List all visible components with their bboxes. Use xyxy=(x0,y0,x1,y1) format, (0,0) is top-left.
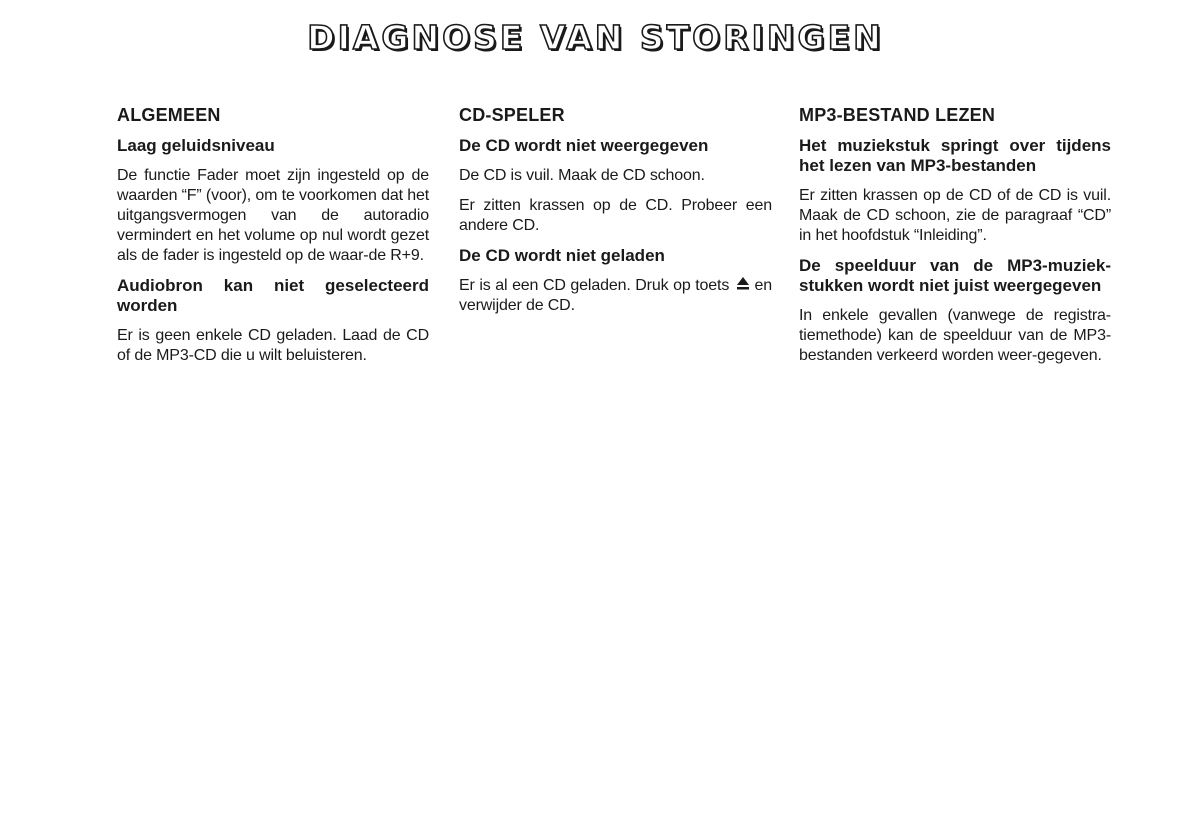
paragraph-eject-text-before: Er is al een CD geladen. Druk op toets xyxy=(459,277,730,294)
eject-icon xyxy=(736,276,750,290)
paragraph-fader: De functie Fader moet zijn ingesteld op de waarden “F” (voor), om te voorkomen dat het uitgangsvermogen van de autoradio vermindert en het volume op nul wordt gezet als de fader is ingesteld op de waar-de R+9. xyxy=(117,167,429,264)
subheading-speelduur: De speelduur van de MP3-muziek-stukken wordt niet juist weergegeven xyxy=(799,256,1111,295)
column-mp3 xyxy=(799,104,1111,376)
subheading-laag-geluidsniveau: Laag geluidsniveau xyxy=(117,136,275,155)
section-heading-algemeen: ALGEMEEN xyxy=(117,105,221,125)
subheading-cd-niet-weergegeven: De CD wordt niet weergegeven xyxy=(459,136,709,155)
column-cd-speler xyxy=(459,104,772,326)
subheading-cd-niet-geladen: De CD wordt niet geladen xyxy=(459,246,665,265)
paragraph-eject xyxy=(459,276,772,316)
subheading-audiobron: Audiobron kan niet geselecteerd worden xyxy=(117,276,429,315)
subheading-muziekstuk-springt: Het muziekstuk springt over tijdens het lezen van MP3-bestanden xyxy=(799,136,1111,175)
page-title: DIAGNOSE VAN STORINGEN xyxy=(307,18,884,57)
paragraph-krassen: Er zitten krassen op de CD. Probeer een andere CD. xyxy=(459,197,772,234)
paragraph-registratiemethode: In enkele gevallen (vanwege de registra-tiemethode) kan de speelduur van de MP3-bestanden verkeerd worden weer-gegeven. xyxy=(799,307,1111,364)
section-heading-mp3: MP3-BESTAND LEZEN xyxy=(799,105,996,125)
column-algemeen xyxy=(117,104,429,376)
section-heading-cd-speler: CD-SPELER xyxy=(459,105,565,125)
paragraph-eject-text-after: en verwijder de CD. xyxy=(459,277,772,314)
paragraph-krassen-vuil: Er zitten krassen op de CD of de CD is vuil. Maak de CD schoon, zie de paragraaf “CD” in het hoofdstuk “Inleiding”. xyxy=(799,187,1111,244)
paragraph-cd-vuil: De CD is vuil. Maak de CD schoon. xyxy=(459,167,705,184)
paragraph-geen-cd: Er is geen enkele CD geladen. Laad de CD of de MP3-CD die u wilt beluisteren. xyxy=(117,327,429,364)
